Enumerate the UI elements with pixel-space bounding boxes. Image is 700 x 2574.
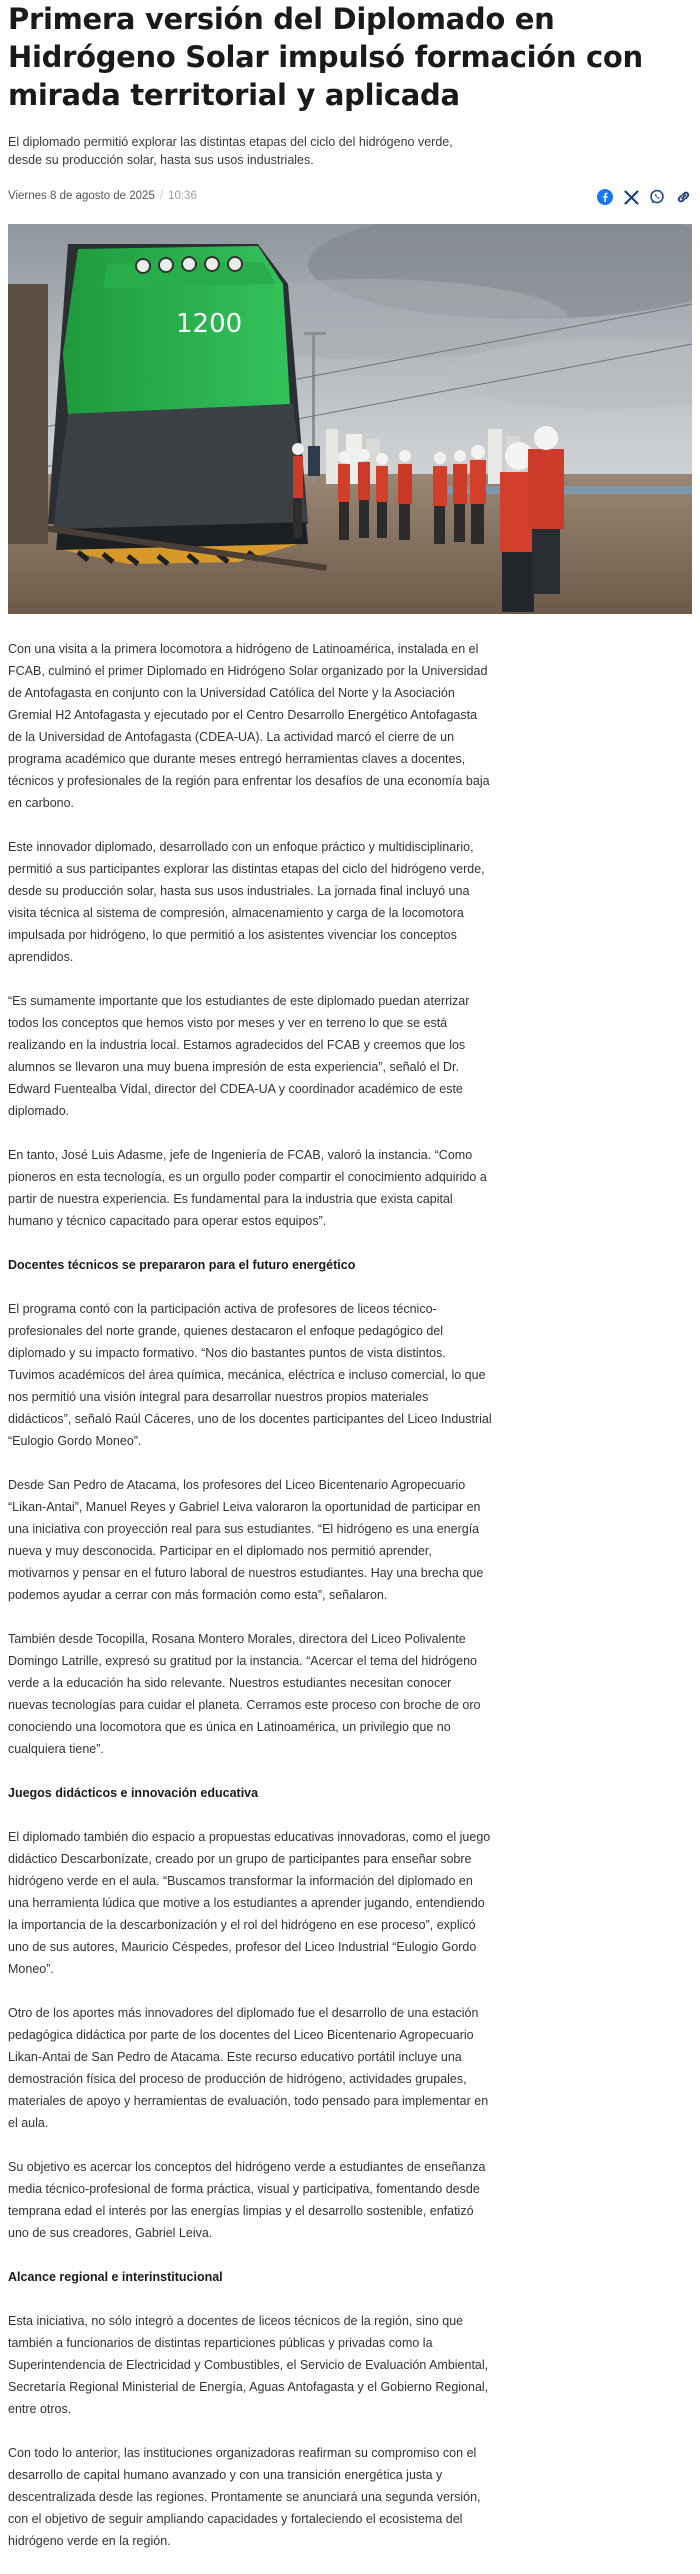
paragraph: El diplomado también dio espacio a propuestas educativas innovadoras, como el juego didáctico Descarbonízate, creado por un grupo de participantes para enseñar sobre hidrógeno verde en el aula. “Buscamos transformar la información del diplomado en una herramienta lúdica que motive a los estudiantes a aprender jugando, entendiendo la importancia de la descarbonización y el rol del hidrógeno en ese proceso”, explicó uno de sus autores, Mauricio Céspedes, profesor del Liceo Industrial “Eulogio Gordo Moneo”.	[8, 1830, 491, 1976]
article-lead: El diplomado permitió explorar las distintas etapas del ciclo del hidrógeno verde, desde su producción solar, hasta sus usos industriales.	[8, 135, 453, 167]
locomotive-number: 1200	[176, 309, 243, 339]
paragraph: Esta iniciativa, no sólo integró a docentes de liceos técnicos de la región, sino que también a funcionarios de distintas reparticiones públicas y privadas como la Superintendencia de Electricidad y Combustibles, el Servicio de Evaluación Ambiental, Secretaría Regional Ministerial de Energía, Aguas Antofagasta y el Gobierno Regional, entre otros.	[8, 2314, 489, 2416]
whatsapp-icon[interactable]	[648, 188, 666, 206]
paragraph: “Es sumamente importante que los estudiantes de este diplomado puedan aterrizar todos los conceptos que hemos visto por meses y ver en terreno lo que se está realizando en la industria local. Estamos agradecidos del FCAB y creemos que los alumnos se llevaron una muy buena impresión de esta experiencia”, señaló el Dr. Edward Fuentealba Vidal, director del CDEA-UA y coordinador académico de este diplomado.	[8, 994, 470, 1118]
paragraph: Con una visita a la primera locomotora a hidrógeno de Latinoamérica, instalada en el FCAB, culminó el primer Diplomado en Hidrógeno Solar organizado por la Universidad de Antofagasta en conjunto con la Universidad Católica del Norte y la Asociación Gremial H2 Antofagasta y ejecutado por el Centro Desarrollo Energético Antofagasta de la Universidad de Antofagasta (CDEA-UA). La actividad marcó el cierre de un programa académico que durante meses entregó herramientas claves a docentes, técnicos y profesionales de la región para enfrentar los desafíos de una economía baja en carbono.	[8, 642, 490, 810]
section-heading: Juegos didácticos e innovación educativa	[8, 1786, 259, 1800]
publish-date: Viernes 8 de agosto de 2025	[8, 190, 155, 202]
hero-photo	[8, 224, 692, 614]
section-heading: Docentes técnicos se prepararon para el futuro energético	[8, 1258, 356, 1272]
paragraph: También desde Tocopilla, Rosana Montero Morales, directora del Liceo Polivalente Domingo Latrille, expresó su gratitud por la instancia. “Acercar el tema del hidrógeno verde a la educación ha sido relevante. Nuestros estudiantes necesitan conocer nuevas tecnologías para cuidar el planeta. Cerramos este proceso con broche de oro conociendo una locomotora que es única en Latinoamérica, un privilegio que no cualquiera tiene”.	[8, 1632, 481, 1756]
paragraph: Desde San Pedro de Atacama, los profesores del Liceo Bicentenario Agropecuario “Likan-Antai”, Manuel Reyes y Gabriel Leiva valoraron la oportunidad de participar en una iniciativa con proyección real para sus estudiantes. “El hidrógeno es una energía nueva y muy desconocida. Participar en el diplomado nos permitió aprender, motivarnos y pensar en el futuro laboral de nuestros estudiantes. Hay una brecha que podemos ayudar a cerrar con más formación como esta”, señalaron.	[8, 1478, 484, 1602]
hero-photo-illustration	[8, 224, 692, 614]
article-meta	[8, 188, 692, 208]
paragraph: Con todo lo anterior, las instituciones organizadoras reafirman su compromiso con el desarrollo de capital humano avanzado y con una transición energética justa y descentralizada desde las regiones. Prontamente se anunciará una segunda versión, con el objetivo de seguir ampliando capacidades y fortaleciendo el ecosistema del hidrógeno verde en la región.	[8, 2446, 481, 2548]
paragraph: El programa contó con la participación activa de profesores de liceos técnico-profesionales del norte grande, quienes destacaron el enfoque pedagógico del diplomado y su impacto formativo. “Nos dio bastantes puntos de vista distintos. Tuvimos académicos del área química, mecánica, eléctrica e incluso comercial, lo que nos permitió una visión integral para desarrollar nuestros propios materiales didácticos”, señaló Raúl Cáceres, uno de los docentes participantes del Liceo Industrial “Eulogio Gordo Moneo”.	[8, 1302, 492, 1448]
section-heading: Alcance regional e interinstitucional	[8, 2270, 223, 2284]
meta-separator: /	[159, 190, 164, 202]
paragraph: Otro de los aportes más innovadores del diplomado fue el desarrollo de una estación pedagógica didáctica por parte de los docentes del Liceo Bicentenario Agropecuario Likan-Antai de San Pedro de Atacama. Este recurso educativo portátil incluye una demostración física del proceso de producción de hidrógeno, actividades grupales, materiales de apoyo y herramientas de evaluación, todo pensado para implementar en el aula.	[8, 2006, 489, 2130]
publish-time: 10:36	[168, 190, 197, 202]
paragraph: Este innovador diplomado, desarrollado con un enfoque práctico y multidisciplinario, permitió a sus participantes explorar las distintas etapas del ciclo del hidrógeno verde, desde su producción solar, hasta sus usos industriales. La jornada final incluyó una visita técnica al sistema de compresión, almacenamiento y carga de la locomotora impulsada por hidrógeno, lo que permitió a los asistentes vivenciar los conceptos aprendidos.	[8, 840, 485, 964]
paragraph: En tanto, José Luis Adasme, jefe de Ingeniería de FCAB, valoró la instancia. “Como pioneros en esta tecnología, es un orgullo poder compartir el conocimiento adquirido a partir de nuestra experiencia. Es fundamental para la industria que exista capital humano y técnico capacitado para operar estos equipos”.	[8, 1148, 487, 1228]
article-body	[8, 638, 493, 2574]
facebook-icon[interactable]	[596, 188, 614, 206]
share-bar	[596, 188, 692, 206]
link-icon[interactable]	[674, 188, 692, 206]
x-icon[interactable]	[622, 188, 640, 206]
paragraph: Su objetivo es acercar los conceptos del hidrógeno verde a estudiantes de enseñanza media técnico-profesional de forma práctica, visual y participativa, fomentando desde temprana edad el interés por las energías limpias y el desarrollo sostenible, enfatizó uno de sus creadores, Gabriel Leiva.	[8, 2160, 486, 2240]
article-title: Primera versión del Diplomado en Hidrógeno Solar impulsó formación con mirada territorial y aplicada	[8, 2, 643, 112]
